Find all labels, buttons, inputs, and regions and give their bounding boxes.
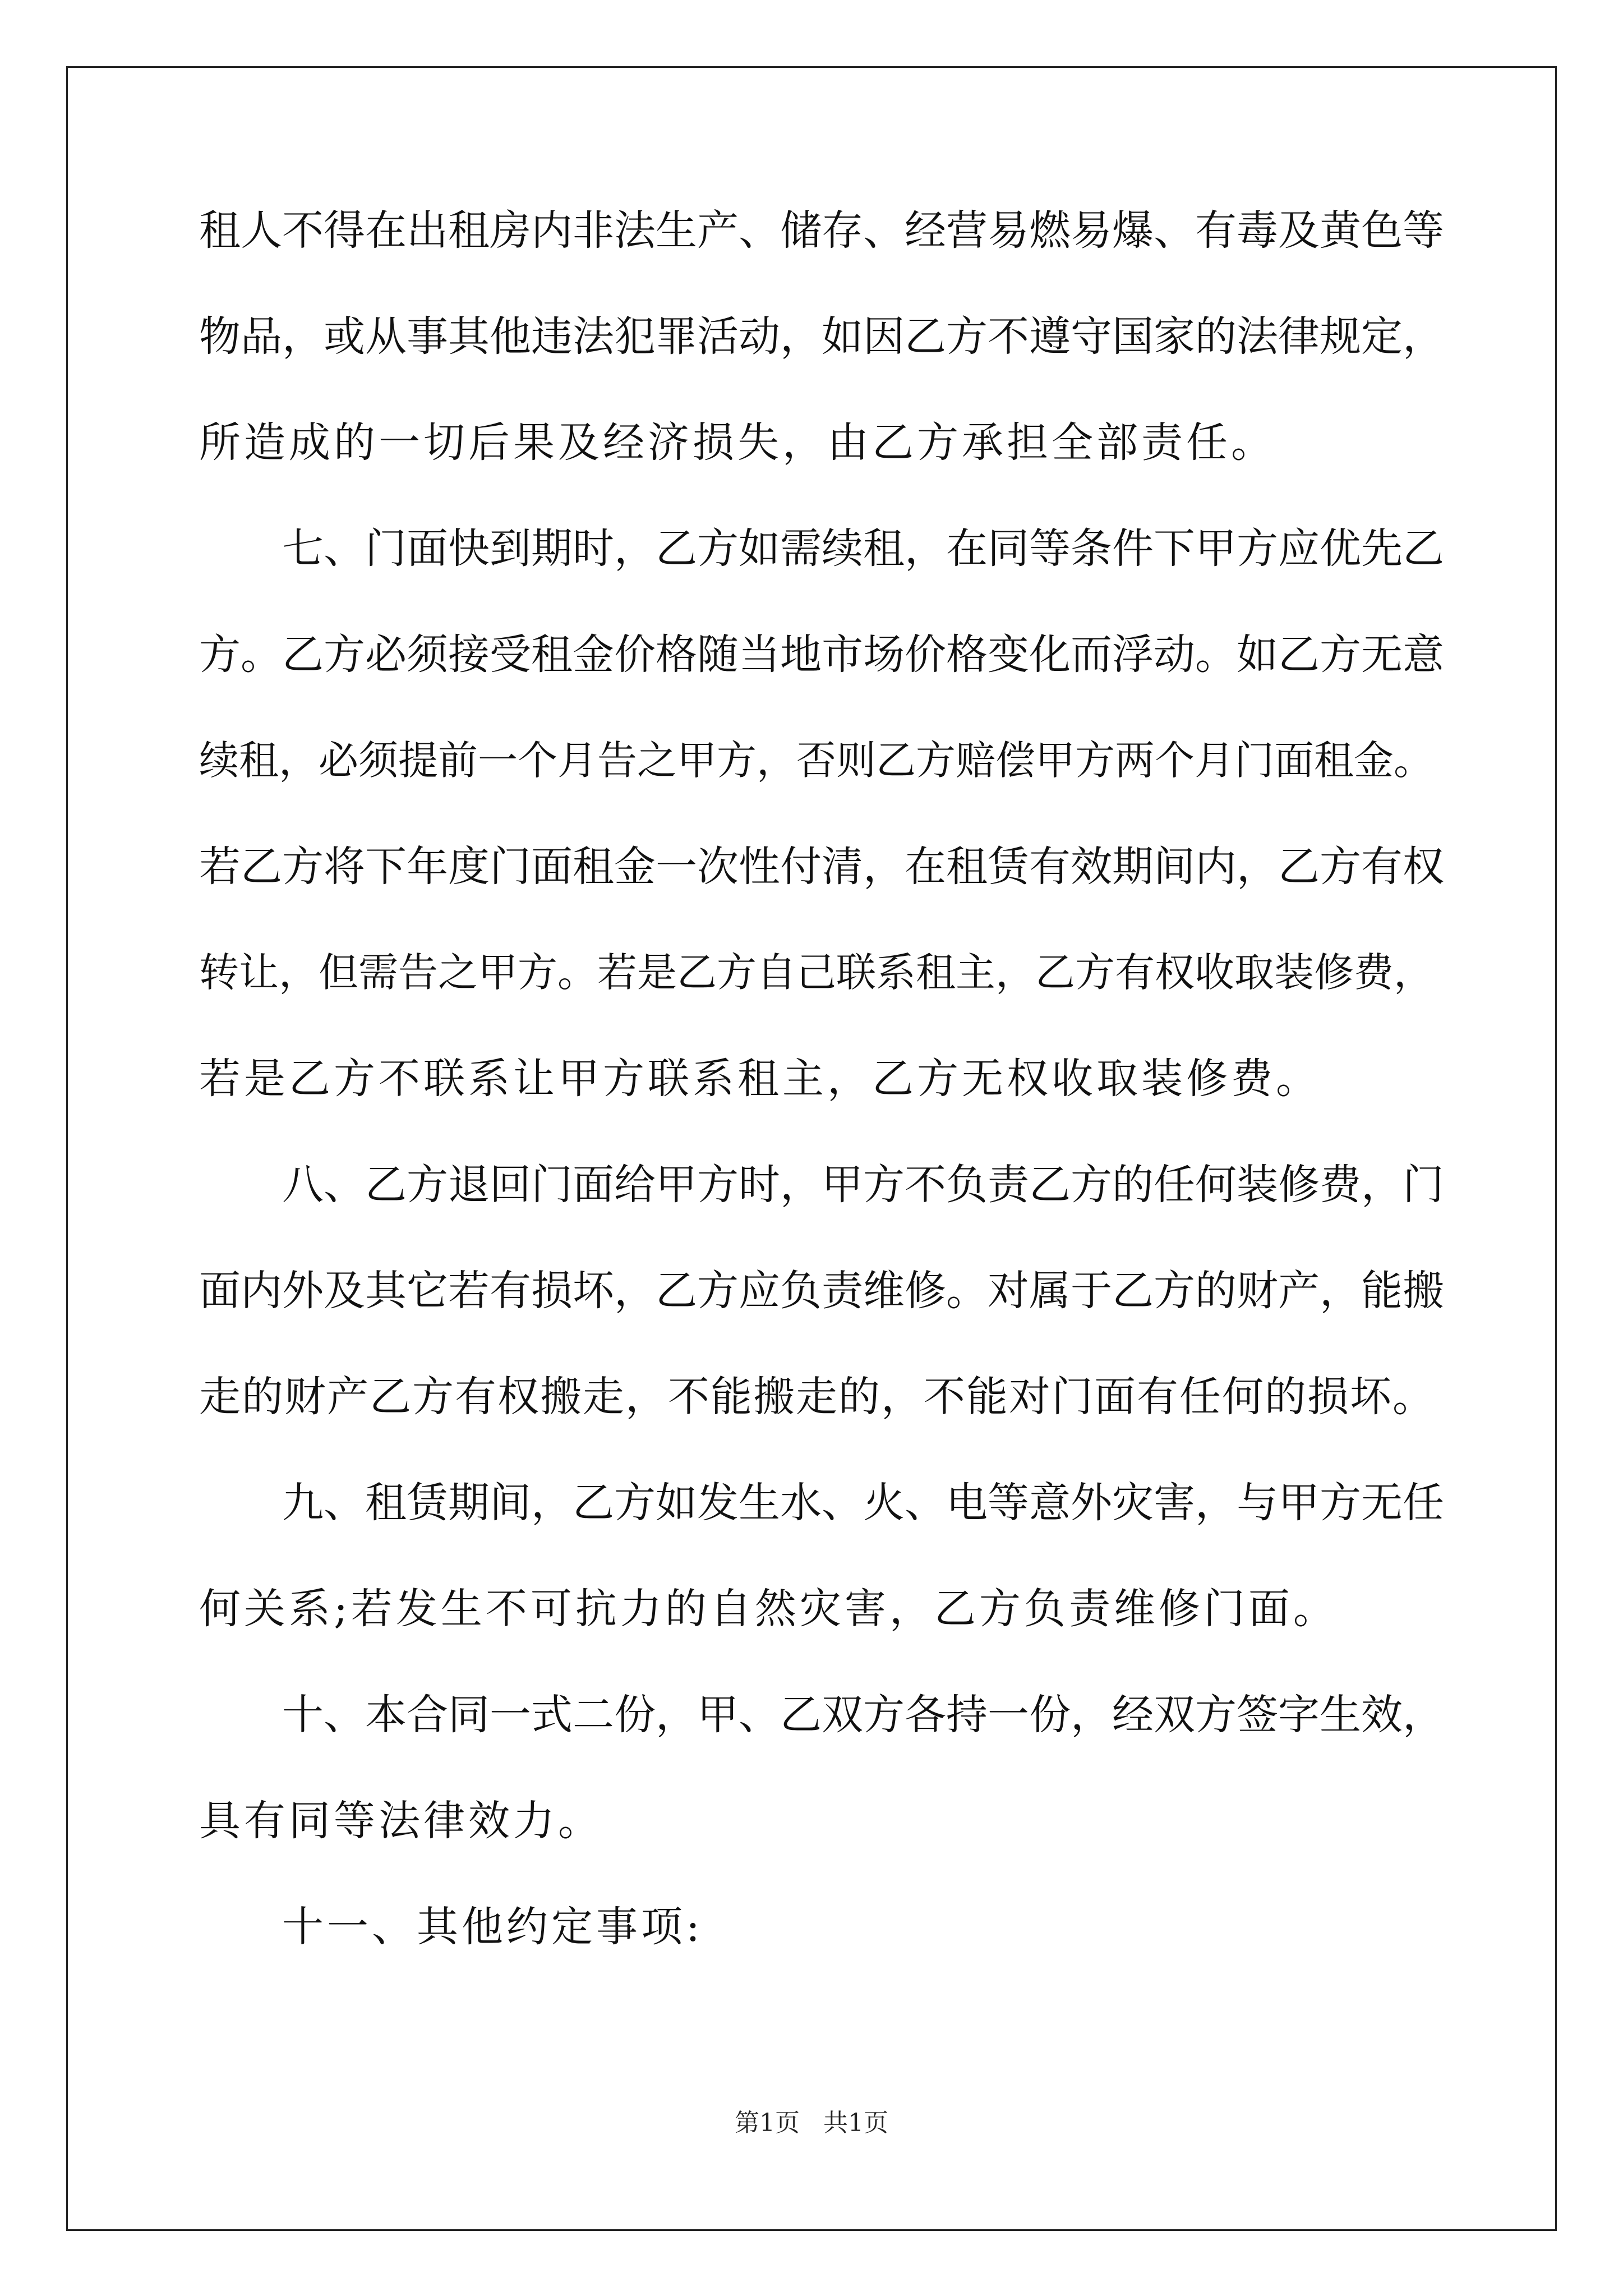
text-line: 方。乙方必须接受租金价格随当地市场价格变化而浮动。如乙方无意: [199, 631, 1444, 679]
clause-10-first-line: 十、本合同一式二份，甲、乙双方各持一份，经双方签字生效，: [282, 1691, 1444, 1739]
text-line: 面内外及其它若有损坏，乙方应负责维修。对属于乙方的财产，能搬: [199, 1267, 1444, 1315]
text-line: 续租，必须提前一个月告之甲方，否则乙方赔偿甲方两个月门面租金。: [199, 737, 1434, 784]
clause-8-first-line: 八、乙方退回门面给甲方时，甲方不负责乙方的任何装修费，门: [282, 1161, 1444, 1209]
clause-7-first-line: 七、门面快到期时，乙方如需续租，在同等条件下甲方应优先乙: [282, 524, 1444, 573]
document-body: [199, 206, 1450, 2012]
text-line: 具有同等法律效力。: [199, 1797, 603, 1845]
text-line: 若乙方将下年度门面租金一次性付清，在租赁有效期间内，乙方有权: [199, 843, 1444, 891]
text-line: 若是乙方不联系让甲方联系租主，乙方无权收取装修费。: [199, 1055, 1321, 1103]
page-number: 第1页: [735, 2109, 800, 2137]
text-line: 转让，但需告之甲方。若是乙方自己联系租主，乙方有权收取装修费，: [199, 949, 1434, 996]
text-line: 所造成的一切后果及经济损失，由乙方承担全部责任。: [199, 418, 1276, 467]
clause-11-first-line: 十一、其他约定事项:: [282, 1903, 703, 1951]
text-line: 何关系;若发生不可抗力的自然灾害，乙方负责维修门面。: [199, 1585, 1338, 1633]
text-line: 物品，或从事其他违法犯罪活动，如因乙方不遵守国家的法律规定，: [199, 312, 1444, 361]
clause-9-first-line: 九、租赁期间，乙方如发生水、火、电等意外灾害，与甲方无任: [282, 1479, 1444, 1527]
text-line: 租人不得在出租房内非法生产、储存、经营易燃易爆、有毒及黄色等: [199, 206, 1444, 255]
page-footer: [0, 2111, 1623, 2136]
page-total: 共1页: [823, 2109, 888, 2137]
text-line: 走的财产乙方有权搬走，不能搬走的，不能对门面有任何的损坏。: [199, 1373, 1435, 1421]
